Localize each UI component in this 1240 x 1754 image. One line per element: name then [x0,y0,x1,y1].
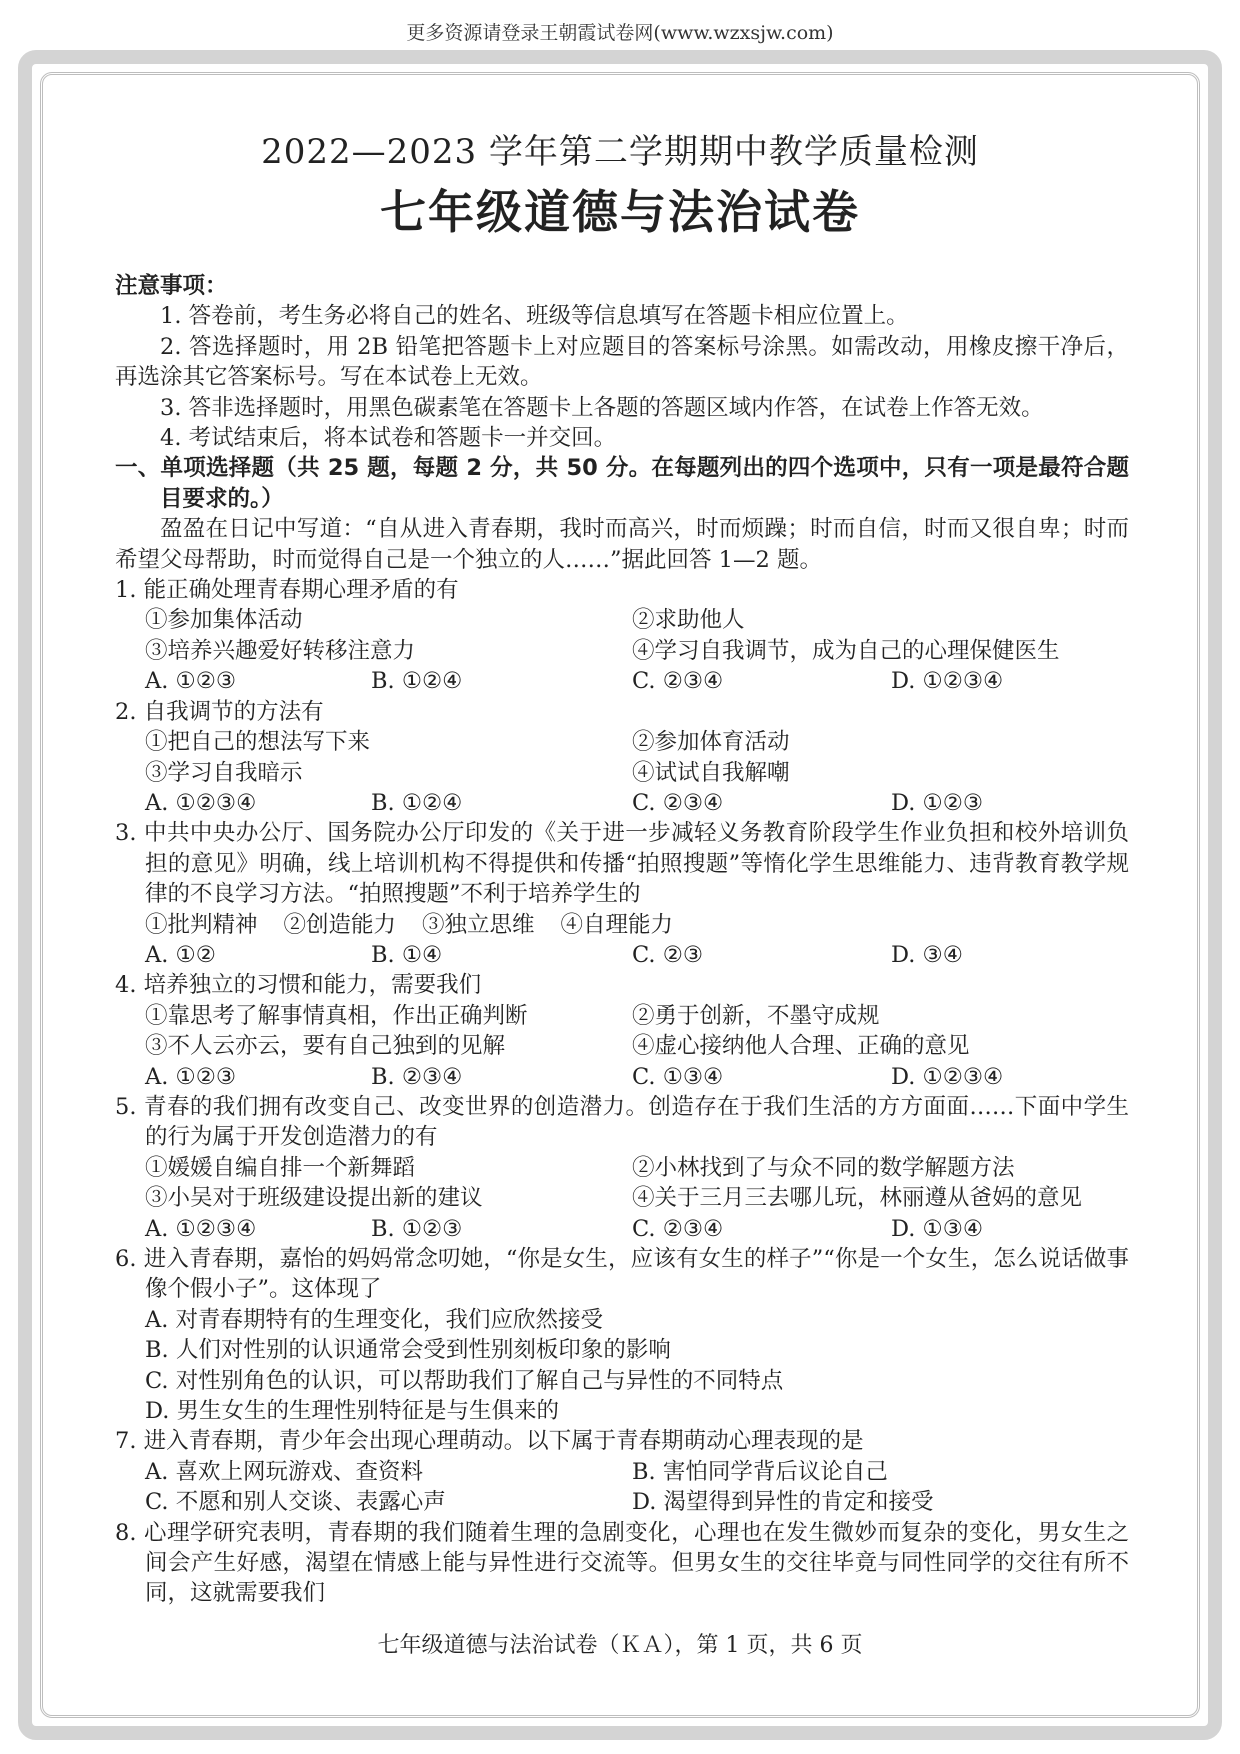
answer-option: A. ①②③ [145,1063,237,1090]
section-heading: 一、单项选择题（共 25 题，每题 2 分，共 50 分。在每题列出的四个选项中，只有一项是最符合题目要求的。） [115,455,1129,512]
answer-options [115,1457,1129,1518]
answer-option: B. ①②④ [371,668,463,695]
answer-option: D. 男生女生的生理性别特征是与生俱来的 [145,1398,560,1425]
answer-options [115,666,1129,696]
page-footer: 七年级道德与法治试卷（ＫＡ），第 1 页，共 6 页 [377,1633,863,1658]
question-stem: 7. 进入青春期，青少年会出现心理萌动。以下属于青春期萌动心理表现的是 [115,1428,864,1455]
answer-option: A. ①② [145,941,216,968]
statement: ④虚心接纳他人合理、正确的意见 [632,1033,970,1060]
answer-option: B. ①②③ [371,1215,463,1242]
statement: ②小林找到了与众不同的数学解题方法 [632,1154,1015,1181]
answer-options [115,940,1129,970]
question-8 [115,1518,1129,1609]
statement: ①批判精神 [145,911,258,938]
statement: ②求助他人 [632,607,745,634]
answer-option: C. 不愿和别人交谈、表露心声 [145,1489,446,1516]
answer-option: D. ①③④ [891,1215,984,1242]
question-7 [115,1426,1129,1517]
notice-heading: 注意事项： [115,273,228,299]
statement: ④关于三月三去哪儿玩，林丽遵从爸妈的意见 [632,1185,1083,1212]
question-3 [115,818,1129,970]
question-stem: 5. 青春的我们拥有改变自己、改变世界的创造潜力。创造存在于我们生活的方方面面……下面中学生的行为属于开发创造潜力的有 [115,1093,1129,1151]
question-4 [115,970,1129,1092]
statement: ③小吴对于班级建设提出新的建议 [145,1185,483,1212]
notice-item: 3. 答非选择题时，用黑色碳素笔在答题卡上各题的答题区域内作答，在试卷上作答无效。 [160,394,1044,421]
statement-list [115,727,1129,788]
question-stem: 8. 心理学研究表明，青春期的我们随着生理的急剧变化，心理也在发生微妙而复杂的变化，男女生之间会产生好感，渴望在情感上能与异性进行交流等。但男女生的交往毕竟与同性同学的交往有所不同，这就需要我们 [115,1519,1129,1607]
statement: ②参加体育活动 [632,729,790,756]
answer-option: C. ①③④ [632,1063,724,1090]
answer-option: D. 渴望得到异性的肯定和接受 [632,1489,934,1516]
statement: ①靠思考了解事情真相，作出正确判断 [145,1002,528,1029]
statement-list [115,910,1129,940]
statement: ④试试自我解嘲 [632,759,790,786]
source-note: 更多资源请登录王朝霞试卷网(www.wzxsjw.com) [406,22,834,44]
statement: ③培养兴趣爱好转移注意力 [145,637,416,664]
answer-option: B. ①④ [371,941,443,968]
question-2 [115,697,1129,819]
statement: ④学习自我调节，成为自己的心理保健医生 [632,637,1060,664]
exam-content [115,271,1129,1609]
answer-option: D. ③④ [891,941,963,968]
answer-options [115,1214,1129,1244]
answer-options [115,788,1129,818]
statement: ④自理能力 [560,911,674,938]
answer-option: B. 人们对性别的认识通常会受到性别刻板印象的影响 [145,1337,671,1364]
answer-option: A. ①②③④ [145,1215,257,1242]
question-stem: 3. 中共中央办公厅、国务院办公厅印发的《关于进一步减轻义务教育阶段学生作业负担和校外培训负担的意见》明确，线上培训机构不得提供和传播“拍照搜题”等惰化学生思维能力、违背教育教学规律的不良学习方法。“拍照搜题”不利于培养学生的 [115,820,1129,908]
statement-list [115,1153,1129,1214]
question-stem: 4. 培养独立的习惯和能力，需要我们 [115,972,482,999]
answer-option: A. ①②③④ [145,789,257,816]
statement: ①把自己的想法写下来 [145,729,371,756]
question-stem: 1. 能正确处理青春期心理矛盾的有 [115,577,459,604]
question-6 [115,1244,1129,1426]
answer-option: A. ①②③ [145,668,237,695]
statement: ③不人云亦云，要有自己独到的见解 [145,1033,506,1060]
notice-item: 1. 答卷前，考生务必将自己的姓名、班级等信息填写在答题卡相应位置上。 [160,303,909,330]
section-intro: 盈盈在日记中写道：“自从进入青春期，我时而高兴，时而烦躁；时而自信，时而又很自卑；时而希望父母帮助，时而觉得自己是一个独立的人……”据此回答 1—2 题。 [115,516,1129,573]
notice-item: 2. 答选择题时，用 2B 铅笔把答题卡上对应题目的答案标号涂黑。如需改动，用橡皮擦干净后，再选涂其它答案标号。写在本试卷上无效。 [115,333,1129,391]
answer-options [115,1305,1129,1427]
answer-option: D. ①②③④ [891,1063,1004,1090]
answer-option: B. ②③④ [371,1063,463,1090]
answer-option: C. 对性别角色的认识，可以帮助我们了解自己与异性的不同特点 [145,1367,784,1394]
answer-option: B. 害怕同学背后议论自己 [632,1458,888,1485]
question-list [115,575,1129,1609]
statement: ③独立思维 [422,911,535,938]
answer-option: C. ②③④ [632,1215,724,1242]
statement: ①参加集体活动 [145,607,303,634]
answer-option: C. ②③④ [632,668,724,695]
question-1 [115,575,1129,697]
statement-list [115,605,1129,666]
answer-option: D. ①②③ [891,789,984,816]
answer-option: B. ①②④ [371,789,463,816]
statement: ②创造能力 [283,911,397,938]
exam-subtitle: 2022—2023 学年第二学期期中教学质量检测 [261,132,979,172]
answer-option: A. 对青春期特有的生理变化，我们应欣然接受 [145,1306,604,1333]
notice-item: 4. 考试结束后，将本试卷和答题卡一并交回。 [160,425,617,452]
answer-options [115,1062,1129,1092]
statement: ③学习自我暗示 [145,759,303,786]
question-stem: 2. 自我调节的方法有 [115,698,324,725]
answer-option: A. 喜欢上网玩游戏、查资料 [145,1458,424,1485]
statement: ②勇于创新，不墨守成规 [632,1002,880,1029]
statement: ①媛媛自编自排一个新舞蹈 [145,1154,416,1181]
question-stem: 6. 进入青春期，嘉怡的妈妈常念叨她，“你是女生，应该有女生的样子”“你是一个女生，怎么说话做事像个假小子”。这体现了 [115,1246,1129,1303]
question-5 [115,1092,1129,1244]
answer-option: C. ②③④ [632,789,724,816]
answer-option: D. ①②③④ [891,668,1004,695]
statement-list [115,1001,1129,1062]
answer-option: C. ②③ [632,941,704,968]
exam-title: 七年级道德与法治试卷 [380,185,860,239]
